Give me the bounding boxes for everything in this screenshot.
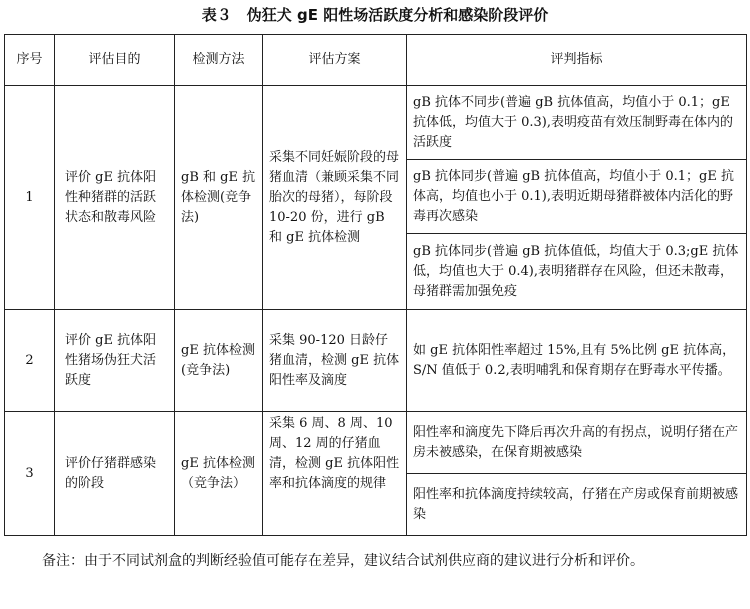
header-method: 检测方法 — [175, 35, 263, 86]
header-purpose: 评估目的 — [55, 35, 175, 86]
row-3-no: 3 — [5, 412, 55, 536]
row-2-no: 2 — [5, 310, 55, 412]
table-row — [5, 310, 747, 412]
row-3-criteria-2: 阳性率和抗体滴度持续较高，仔猪在产房或保育前期被感染 — [407, 474, 747, 536]
row-1-criteria-2: gB 抗体同步(普遍 gB 抗体值高，均值小于 0.1；gE 抗体高，均值也小于 0.1),表明近期母猪群被体内活化的野毒再次感染 — [407, 160, 747, 234]
table-row — [5, 412, 747, 474]
row-3-method: gE 抗体检测（竞争法） — [175, 412, 263, 536]
row-2-plan: 采集 90-120 日龄仔猪血清，检测 gE 抗体阳性率及滴度 — [263, 310, 407, 412]
row-1-criteria-3: gB 抗体同步(普遍 gB 抗体值低，均值大于 0.3;gE 抗体低，均值也大于 0.4),表明猪群存在风险，但还未散毒，母猪群需加强免疫 — [407, 234, 747, 310]
row-1-plan: 采集不同妊娠阶段的母猪血清（兼顾采集不同胎次的母猪），每阶段 10-20 份，进行 gB 和 gE 抗体检测 — [263, 86, 407, 310]
footnote-text: 备注：由于不同试剂盒的判断经验值可能存在差异，建议结合试剂供应商的建议进行分析和评价。 — [42, 553, 644, 569]
row-2-criteria: 如 gE 抗体阳性率超过 15%,且有 5%比例 gE 抗体高，S/N 值低于 0.2,表明哺乳和保育期存在野毒水平传播。 — [407, 310, 747, 412]
table-row — [5, 86, 747, 160]
evaluation-table — [4, 34, 747, 536]
row-3-plan: 采集 6 周、8 周、10 周、12 周的仔猪血清，检测 gE 抗体阳性率和抗体滴度的规律 — [263, 412, 407, 536]
row-2-method: gE 抗体检测(竞争法) — [175, 310, 263, 412]
row-1-no: 1 — [5, 86, 55, 310]
header-no: 序号 — [5, 35, 55, 86]
row-3-purpose: 评价仔猪群感染的阶段 — [55, 412, 175, 536]
header-plan: 评估方案 — [263, 35, 407, 86]
row-3-criteria-1: 阳性率和滴度先下降后再次升高的有拐点，说明仔猪在产房未被感染，在保育期被感染 — [407, 412, 747, 474]
footnote — [14, 544, 744, 578]
table-header-row — [5, 35, 747, 86]
row-1-criteria-1: gB 抗体不同步(普遍 gB 抗体值高，均值小于 0.1；gE 抗体低，均值大于 0.3),表明疫苗有效压制野毒在体内的活跃度 — [407, 86, 747, 160]
row-2-purpose: 评价 gE 抗体阳性猪场伪狂犬活跃度 — [55, 310, 175, 412]
row-1-purpose: 评价 gE 抗体阳性种猪群的活跃状态和散毒风险 — [55, 86, 175, 310]
header-criteria: 评判指标 — [407, 35, 747, 86]
row-1-method: gB 和 gE 抗体检测(竞争法) — [175, 86, 263, 310]
table-title: 表３ 伪狂犬 gE 阳性场活跃度分析和感染阶段评价 — [201, 6, 549, 24]
